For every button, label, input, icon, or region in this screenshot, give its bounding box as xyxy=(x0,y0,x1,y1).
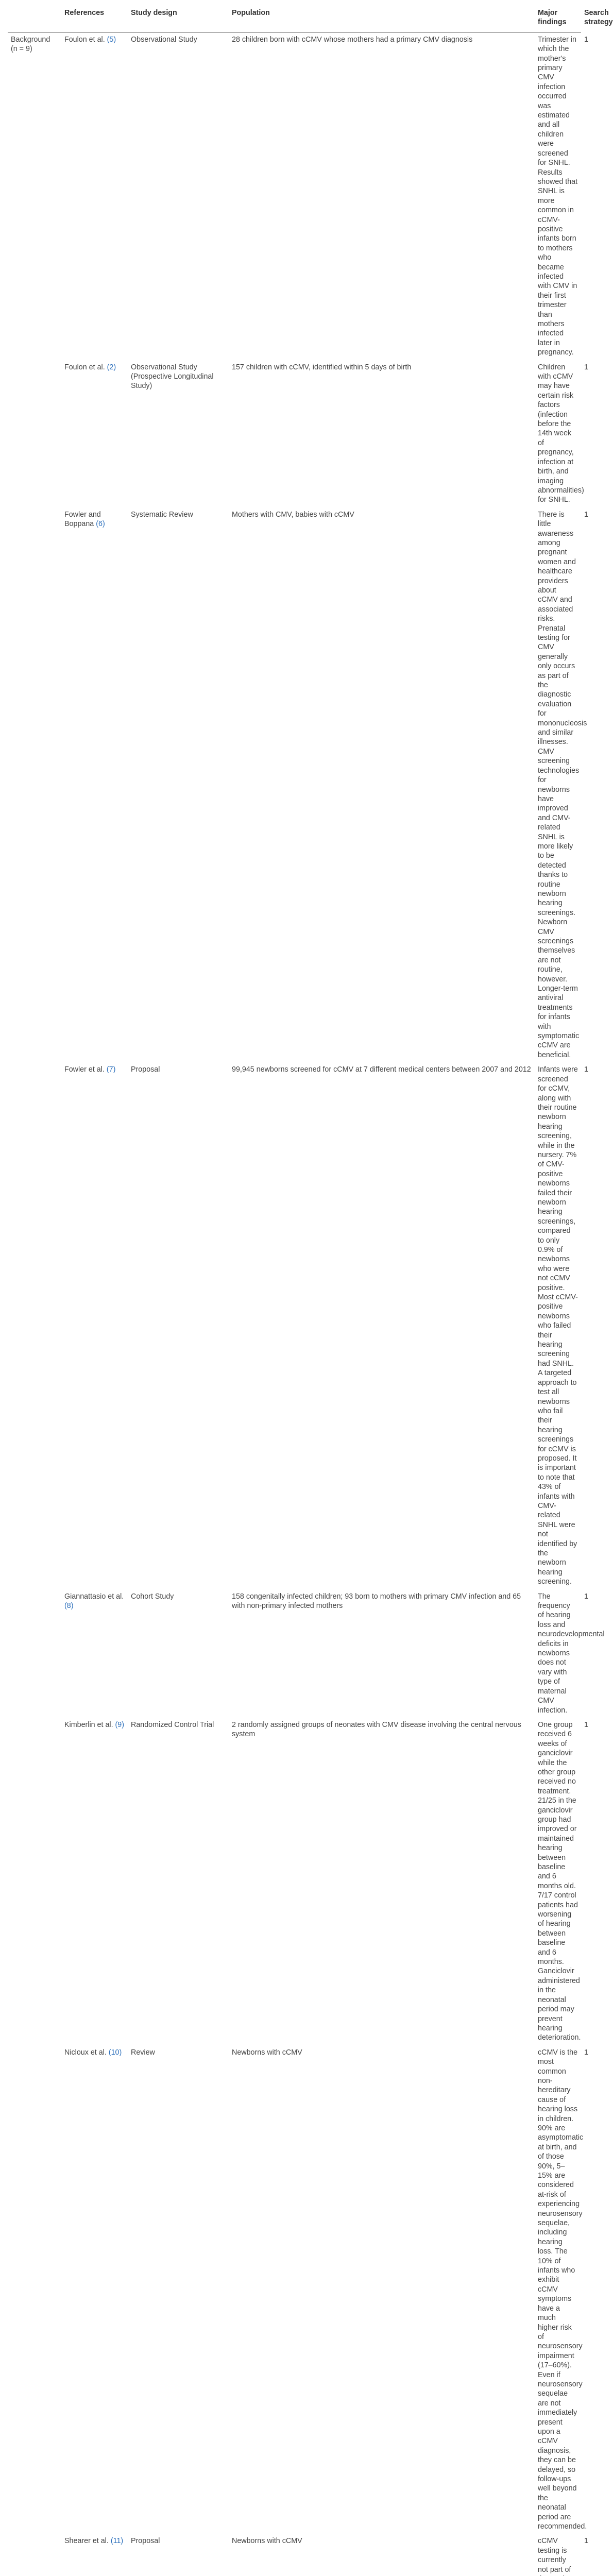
reference-link[interactable]: (6) xyxy=(96,520,105,529)
group-label: Background xyxy=(11,35,50,44)
reference-cell xyxy=(61,1063,128,1589)
reference-link[interactable]: (2) xyxy=(107,363,116,371)
group-cell xyxy=(8,1063,61,1589)
table-header-row: References Study design Population Major findings Search strategy xyxy=(8,4,581,32)
study-design-cell: Observational Study (Prospective Longitudinal Study) xyxy=(131,363,214,391)
table-row: Fowler et al. (7) Proposal 99,945 newborns screened for cCMV at 7 different medical centers between 2007 and 2012 Infants were screened for cCMV, along with their routine newborn hearing screening, while in the nursery. 7% of CMV-positive newborns failed their newborn hearing screenings, compared to only 0.9% of newborns who were not cCMV positive. Most cCMV-positive newborns who failed their hearing screening had SNHL. A targeted approach to test all newborns who fail their hearing screenings for cCMV is proposed. It is important to note that 43% of infants with CMV-related SNHL were not identified by the newborn hearing screening. 1 xyxy=(8,1063,581,1589)
study-design-cell: Cohort Study xyxy=(131,1592,174,1601)
reference-cell xyxy=(61,1590,128,1718)
header-group xyxy=(8,4,61,32)
header-study-design: Study design xyxy=(128,4,229,32)
reference-link[interactable]: (7) xyxy=(106,1065,116,1074)
reference-author: Nicloux et al. xyxy=(64,2048,107,2057)
study-design-cell: Observational Study xyxy=(131,35,197,44)
table-row: Background (n = 9) Foulon et al. (5) Observational Study 28 children born with cCMV whose mothers had a primary CMV diagnosis Trimester in which the mother's primary CMV infection occurred was estimated and all children were screened for SNHL. Results showed that SNHL is more common in cCMV-positive infants born to mothers who became infected with CMV in their first trimester than mothers infected later in pregnancy. 1 xyxy=(8,32,581,360)
group-cell xyxy=(8,2534,61,2576)
group-cell xyxy=(8,508,61,1063)
group-cell xyxy=(8,2046,61,2535)
reference-cell xyxy=(61,2534,128,2576)
population-cell: Newborns with cCMV xyxy=(232,2048,302,2057)
reference-author: Shearer et al. xyxy=(64,2537,109,2546)
reference-cell xyxy=(61,32,128,360)
major-findings-cell: The frequency of hearing loss and neurodevelopmental deficits in newborns does not vary with type of maternal CMV infection. xyxy=(538,1592,605,1715)
population-cell: Mothers with CMV, babies with cCMV xyxy=(232,510,354,519)
population-cell: 99,945 newborns screened for cCMV at 7 different medical centers between 2007 and 2012 xyxy=(232,1065,531,1074)
reference-author: Fowler and Boppana xyxy=(64,510,101,529)
table-row: Fowler and Boppana (6) Systematic Review Mothers with CMV, babies with cCMV There is little awareness among pregnant women and healthcare providers about cCMV and associated risks. Prenatal testing for CMV generally only occurs as part of the diagnostic evaluation for mononucleosis and similar illnesses. CMV screening technologies for newborns have improved and CMV-related SNHL is more likely to be detected thanks to routine newborn hearing screenings. Newborn CMV screenings themselves are not routine, however. Longer-term antiviral treatments for infants with symptomatic cCMV are beneficial. 1 xyxy=(8,508,581,1063)
study-design-cell: Randomized Control Trial xyxy=(131,1720,214,1729)
table-row: Kimberlin et al. (9) Randomized Control Trial 2 randomly assigned groups of neonates with CMV disease involving the central nervous system One group received 6 weeks of ganciclovir while the other group received no treatment. 21/25 in the ganciclovir group had improved or maintained hearing between baseline and 6 months old. 7/17 control patients had worsening of hearing between baseline and 6 months. Ganciclovir administered in the neonatal period may prevent hearing deterioration. 1 xyxy=(8,1718,581,2046)
reference-link[interactable]: (11) xyxy=(110,2537,124,2546)
table-row: Shearer et al. (11) Proposal Newborns with cCMV cCMV testing is currently not part of 1 xyxy=(8,2534,581,2576)
reference-link[interactable]: (8) xyxy=(64,1602,74,1611)
header-references: References xyxy=(61,4,128,32)
reference-link[interactable]: (9) xyxy=(115,1720,125,1729)
reference-author: Kimberlin et al. xyxy=(64,1720,113,1729)
group-count: (n = 9) xyxy=(11,45,32,54)
reference-link[interactable]: (10) xyxy=(108,2048,122,2057)
reference-author: Foulon et al. xyxy=(64,363,105,371)
major-findings-cell: Children with cCMV may have certain risk factors (infection before the 14th week of pregnancy, infection at birth, and imaging abnormalities) for SNHL. xyxy=(538,363,584,504)
population-cell: 158 congenitally infected children; 93 born to mothers with primary CMV infection and 65 with non-primary infected mothers xyxy=(232,1592,521,1611)
study-design-cell: Proposal xyxy=(131,2537,160,2546)
study-design-cell: Systematic Review xyxy=(131,510,193,519)
table-row: Giannattasio et al. (8) Cohort Study 158 congenitally infected children; 93 born to mothers with primary CMV infection and 65 with non-primary infected mothers The frequency of hearing loss and neurodevelopmental deficits in newborns does not vary with type of maternal CMV infection. 1 xyxy=(8,1590,581,1718)
major-findings-cell: One group received 6 weeks of ganciclovir while the other group received no treatment. 21/25 in the ganciclovir group had improved or maintained hearing between baseline and 6 months old. 7/17 control patients had worsening of hearing between baseline and 6 months. Ganciclovir administered in the neonatal period may prevent hearing deterioration. xyxy=(538,1720,581,2042)
group-cell xyxy=(8,1718,61,2046)
table-row: Foulon et al. (2) Observational Study (Prospective Longitudinal Study) 157 children with cCMV, identified within 5 days of birth Children with cCMV may have certain risk factors (infection before the 14th week of pregnancy, infection at birth, and imaging abnormalities) for SNHL. 1 xyxy=(8,361,581,508)
table-body xyxy=(8,32,605,2576)
group-cell xyxy=(8,1590,61,1718)
reference-author: Fowler et al. xyxy=(64,1065,105,1074)
reference-author: Foulon et al. xyxy=(64,35,105,44)
table-row: Nicloux et al. (10) Review Newborns with cCMV cCMV is the most common non-hereditary cause of hearing loss in children. 90% are asymptomatic at birth, and of those 90%, 5–15% are considered at-risk of experiencing neurosensory sequelae, including hearing loss. The 10% of infants who exhibit cCMV symptoms have a much higher risk of neurosensory impairment (17–60%). Even if neurosensory sequelae are not immediately present upon a cCMV diagnosis, they can be delayed, so follow-ups well beyond the neonatal period are recommended. 1 xyxy=(8,2046,581,2535)
reference-cell xyxy=(61,2046,128,2535)
studies-table xyxy=(8,4,613,2576)
header-major-findings: Major findings xyxy=(535,4,581,32)
population-cell: 2 randomly assigned groups of neonates with CMV disease involving the central nervous system xyxy=(232,1720,521,1739)
study-design-cell: Proposal xyxy=(131,1065,160,1074)
reference-cell xyxy=(61,508,128,1063)
reference-cell xyxy=(61,1718,128,2046)
group-cell xyxy=(8,32,61,360)
population-cell: 157 children with cCMV, identified within 5 days of birth xyxy=(232,363,412,371)
reference-cell xyxy=(61,361,128,508)
header-population: Population xyxy=(229,4,535,32)
population-cell: 28 children born with cCMV whose mothers had a primary CMV diagnosis xyxy=(232,35,473,44)
population-cell: Newborns with cCMV xyxy=(232,2537,302,2546)
major-findings-cell: Infants were screened for cCMV, along with their routine newborn hearing screening, while in the nursery. 7% of CMV-positive newborns failed their newborn hearing screenings, compared to only 0.9% of newborns who were not cCMV positive. Most cCMV-positive newborns who failed their hearing screening had SNHL. A targeted approach to test all newborns who fail their hearing screenings for cCMV is proposed. It is important to note that 43% of infants with CMV-related SNHL were not identified by the newborn hearing screening. xyxy=(538,1065,578,1586)
major-findings-cell: There is little awareness among pregnant women and healthcare providers about cCMV and associated risks. Prenatal testing for CMV generally only occurs as part of the diagnostic evaluation for mononucleosis and similar illnesses. CMV screening technologies for newborns have improved and CMV-related SNHL is more likely to be detected thanks to routine newborn hearing screenings. Newborn CMV screenings themselves are not routine, however. Longer-term antiviral treatments for infants with symptomatic cCMV are beneficial. xyxy=(538,510,587,1059)
major-findings-cell: Trimester in which the mother's primary CMV infection occurred was estimated and all children were screened for SNHL. Results showed that SNHL is more common in cCMV-positive infants born to mothers who became infected with CMV in their first trimester than mothers infected later in pregnancy. xyxy=(538,35,578,357)
reference-author: Giannattasio et al. xyxy=(64,1592,124,1601)
major-findings-cell: cCMV is the most common non-hereditary cause of hearing loss in children. 90% are asymptomatic at birth, and of those 90%, 5–15% are considered at-risk of experiencing neurosensory sequelae, including hearing loss. The 10% of infants who exhibit cCMV symptoms have a much higher risk of neurosensory impairment (17–60%). Even if neurosensory sequelae are not immediately present upon a cCMV diagnosis, they can be delayed, so follow-ups well beyond the neonatal period are recommended. xyxy=(538,2048,587,2531)
reference-link[interactable]: (5) xyxy=(107,35,116,44)
study-design-cell: Review xyxy=(131,2048,155,2057)
page xyxy=(8,0,613,2576)
major-findings-cell: cCMV testing is currently not part of xyxy=(538,2537,571,2574)
group-cell xyxy=(8,361,61,508)
